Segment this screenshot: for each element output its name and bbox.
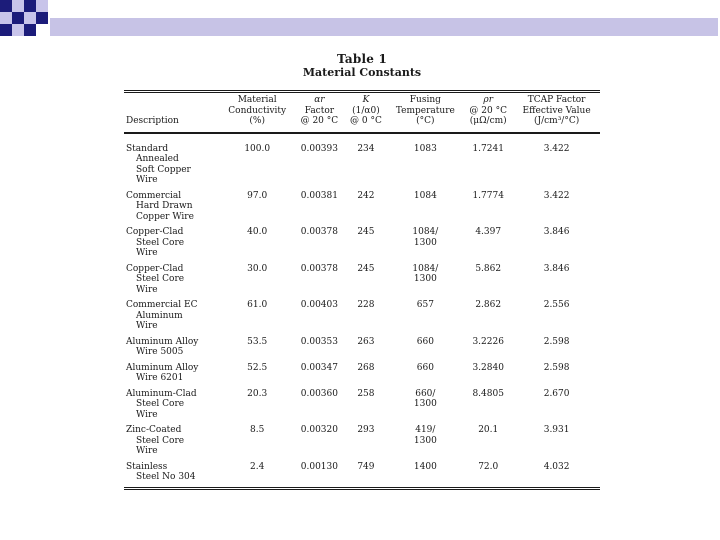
checker-square <box>12 12 24 24</box>
cell-conductivity: 8.5 <box>250 425 265 435</box>
cell-description: Commercial EC Aluminum Wire <box>126 300 198 331</box>
checker-square <box>24 12 36 24</box>
cell-k: 268 <box>357 362 375 373</box>
cell-rho: 4.397 <box>475 227 502 237</box>
checker-square <box>12 24 24 36</box>
cell-conductivity: 40.0 <box>247 227 268 237</box>
cell-fusing-temperature: 1084/ 1300 <box>412 227 439 248</box>
cell-description: Aluminum Alloy Wire 5005 <box>126 336 199 357</box>
cell-tcap: 3.846 <box>543 263 570 274</box>
checker-square <box>24 0 36 12</box>
cell-description: Stainless Steel No 304 <box>126 461 196 482</box>
cell-rho: 8.4805 <box>472 388 504 399</box>
cell-conductivity: 2.4 <box>250 461 265 472</box>
cell-alpha-factor: 0.00130 <box>300 461 338 472</box>
table-row <box>124 299 600 336</box>
cell-tcap: 2.556 <box>543 300 570 310</box>
cell-rho: 5.862 <box>475 263 502 274</box>
cell-tcap: 3.422 <box>543 190 570 201</box>
cell-conductivity: 53.5 <box>247 336 268 347</box>
table-header-row <box>124 92 600 133</box>
table-row <box>124 133 600 190</box>
checker-square <box>0 0 12 12</box>
cell-fusing-temperature: 660 <box>416 362 434 373</box>
table-row <box>124 388 600 425</box>
cell-tcap: 4.032 <box>543 461 570 472</box>
checker-square <box>0 12 12 24</box>
checker-square <box>36 0 48 12</box>
cell-fusing-temperature: 660/ 1300 <box>413 388 437 409</box>
cell-k: 234 <box>357 143 375 154</box>
cell-fusing-temperature: 1083 <box>413 143 437 154</box>
header-description: Description <box>126 116 179 126</box>
cell-k: 228 <box>357 300 375 310</box>
cell-tcap: 3.846 <box>543 227 570 237</box>
cell-conductivity: 100.0 <box>244 143 271 154</box>
cell-alpha-factor: 0.00320 <box>300 425 338 435</box>
header-k: K (1/α0) @ 0 °C <box>350 95 382 126</box>
cell-alpha-factor: 0.00381 <box>300 190 338 201</box>
cell-alpha-factor: 0.00403 <box>300 300 338 310</box>
cell-description: Aluminum Alloy Wire 6201 <box>126 362 199 383</box>
material-constants-table <box>124 90 600 490</box>
cell-description: Copper-Clad Steel Core Wire <box>126 227 185 258</box>
cell-k: 258 <box>357 388 375 399</box>
header-alpha-factor: αr Factor @ 20 °C <box>300 95 339 126</box>
table-row <box>124 362 600 388</box>
cell-k: 242 <box>357 190 375 201</box>
cell-fusing-temperature: 660 <box>416 336 434 347</box>
cell-fusing-temperature: 1084 <box>413 190 437 201</box>
cell-conductivity: 61.0 <box>247 300 268 310</box>
cell-fusing-temperature: 419/ 1300 <box>413 425 437 446</box>
checker-square <box>36 12 48 24</box>
cell-k: 245 <box>357 263 375 274</box>
cell-rho: 1.7241 <box>472 143 504 154</box>
table-title: Table 1 <box>336 52 388 66</box>
material-constants-table-panel <box>124 52 600 490</box>
cell-description: Zinc-Coated Steel Core Wire <box>126 425 185 456</box>
cell-description: Standard Annealed Soft Copper Wire <box>126 143 191 185</box>
cell-rho: 1.7774 <box>472 190 504 201</box>
header-rho: ρr @ 20 °C (μΩ/cm) <box>469 95 507 126</box>
cell-fusing-temperature: 657 <box>416 300 434 310</box>
cell-description: Commercial Hard Drawn Copper Wire <box>126 190 194 222</box>
cell-alpha-factor: 0.00378 <box>300 227 338 237</box>
header-tcap: TCAP Factor Effective Value (J/cm³/°C) <box>522 95 591 126</box>
table-row <box>124 226 600 263</box>
cell-tcap: 2.670 <box>543 388 570 399</box>
checker-square <box>0 24 12 36</box>
cell-conductivity: 52.5 <box>247 362 268 373</box>
decorative-band <box>50 18 718 36</box>
cell-k: 263 <box>357 336 375 347</box>
cell-conductivity: 30.0 <box>247 263 268 274</box>
cell-conductivity: 20.3 <box>247 388 268 399</box>
header-fusing-temperature: Fusing Temperature (°C) <box>395 95 455 126</box>
table-row <box>124 263 600 300</box>
table-row <box>124 336 600 362</box>
cell-tcap: 3.422 <box>543 143 570 154</box>
checker-square <box>12 0 24 12</box>
cell-description: Aluminum-Clad Steel Core Wire <box>126 388 197 420</box>
cell-rho: 72.0 <box>478 461 499 472</box>
cell-rho: 2.862 <box>475 300 502 310</box>
cell-alpha-factor: 0.00347 <box>300 362 338 373</box>
cell-alpha-factor: 0.00360 <box>300 388 338 399</box>
cell-tcap: 3.931 <box>543 425 570 435</box>
cell-alpha-factor: 0.00393 <box>300 143 338 154</box>
cell-k: 293 <box>357 425 375 435</box>
cell-rho: 3.2840 <box>472 362 504 373</box>
cell-fusing-temperature: 1400 <box>413 461 437 472</box>
cell-rho: 20.1 <box>478 425 499 435</box>
table-subtitle: Material Constants <box>302 66 422 79</box>
cell-alpha-factor: 0.00378 <box>300 263 338 274</box>
cell-tcap: 2.598 <box>543 362 570 373</box>
checker-square <box>24 24 36 36</box>
cell-alpha-factor: 0.00353 <box>300 336 338 347</box>
cell-rho: 3.2226 <box>472 336 504 347</box>
cell-conductivity: 97.0 <box>247 190 268 201</box>
table-row <box>124 190 600 227</box>
table-row <box>124 424 600 461</box>
cell-description: Copper-Clad Steel Core Wire <box>126 263 185 295</box>
cell-tcap: 2.598 <box>543 336 570 347</box>
cell-fusing-temperature: 1084/ 1300 <box>412 263 439 284</box>
cell-k: 245 <box>357 227 375 237</box>
header-conductivity: Material Conductivity (%) <box>228 95 287 126</box>
cell-k: 749 <box>357 461 375 472</box>
table-row <box>124 461 600 489</box>
